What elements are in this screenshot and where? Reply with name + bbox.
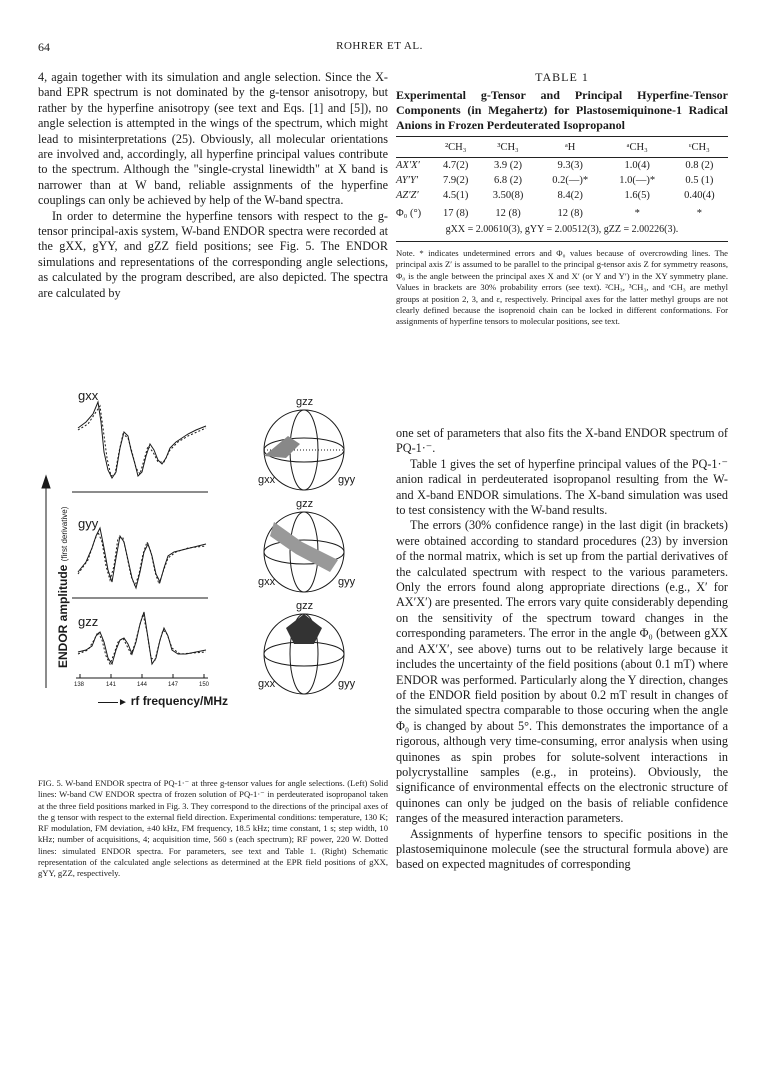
- table-header-cell: ³CH₃: [479, 139, 536, 158]
- left-column: [38, 70, 388, 301]
- right-paragraph-2: Table 1 gives the set of hyperfine principal values of the PQ-1·⁻ anion radical in perdeuterated isopropanol resulting from the W- and X-band ENDOR simulations. The X-band simulation was used to test consistency with the W-band results.: [396, 456, 728, 518]
- table-cell: 3.50(8): [492, 190, 524, 201]
- table-label: TABLE 1: [535, 70, 589, 84]
- table-header-cell: ᵃH: [537, 139, 604, 158]
- running-head: ROHRER ET AL.: [336, 40, 423, 52]
- table-cell: *: [696, 208, 702, 219]
- table-cell: 17 (8): [443, 208, 469, 219]
- table-header-cell: ²CH₃: [432, 139, 479, 158]
- table-cell: 12 (8): [495, 208, 521, 219]
- x-tick-label: 144: [137, 682, 148, 688]
- table-cell: 0.5 (1): [685, 175, 714, 186]
- table-top-rule: [396, 136, 728, 137]
- x-tick-label: 150: [199, 682, 210, 688]
- sphere1-right-label: gyy: [338, 474, 356, 486]
- sphere3-top-label: gzz: [296, 600, 314, 612]
- x-axis-label-text: rf frequency/MHz: [130, 694, 229, 708]
- table-cell: 12 (8): [557, 208, 583, 219]
- table-title: Experimental g-Tensor and Principal Hyperfine-Tensor Components (in Megahertz) for Plastosemiquinone-1 Radical Anions in Frozen Perdeuterated Isopropanol: [396, 88, 728, 132]
- table-cell: 1.6(5): [624, 190, 650, 201]
- sphere-gzz: [264, 614, 344, 694]
- table-row: [396, 158, 728, 174]
- table-cell: 6.8 (2): [494, 175, 523, 186]
- table-header-cell: ᵃCH₃: [604, 139, 671, 158]
- table-cell: 8.4(2): [557, 190, 583, 201]
- table-cell: 7.9(2): [443, 175, 469, 186]
- table-cell: 1.0(4): [624, 160, 650, 171]
- sphere3-right-label: gyy: [338, 678, 356, 690]
- x-tick-label: 141: [106, 682, 117, 688]
- sphere1-left-label: gxx: [258, 474, 276, 486]
- hyperfine-table: [396, 139, 728, 221]
- row-label: AX′X′: [396, 160, 420, 171]
- table-cell: 4.5(1): [443, 190, 469, 201]
- right-paragraph-4: Assignments of hyperfine tensors to specific positions in the plastosemiquinone molecule (see the structural formula above) are based on expected magnitudes of corresponding: [396, 826, 728, 872]
- table-cell: 0.40(4): [684, 190, 715, 201]
- table-note: Note. * indicates undetermined errors and Φ₀ values because of overcrowding lines. The principal axis Z′ is assumed to be parallel to the principal g-tensor axis Z for symmetry reasons, Φ₀ is the angle between the principal axes X and X′ (or Y and Y′) in the XY symmetry plane. Values in brackets are 30% probability errors (see text). ²CH₃, ³CH₃, and ᵋCH₃ are methyl groups at position 2, 3, and ε, respectively. Principal axes for the latter methyl groups are not clearly defined because the isoprenoid chain can be locked in different conformations. For assignments of hyperfine tensors to molecular positions, see text.: [396, 248, 728, 327]
- sphere3-left-label: gxx: [258, 678, 276, 690]
- table-cell: 1.0(—)*: [619, 175, 656, 186]
- table-bottom-rule: [396, 241, 728, 242]
- right-column: [396, 426, 728, 873]
- figure-caption: FIG. 5. W-band ENDOR spectra of PQ-1·⁻ at three g-tensor values for angle selections. (Left) Solid lines: W-band CW ENDOR spectra of frozen solution of PQ-1·⁻ in perdeuterated isopropanol taken at the three field positions marked in Fig. 3. They correspond to the directions of the principal axes of the g tensor with respect to the external field direction. Experimental conditions: temperature, 130 K; RF modulation, FM deviation, ±40 kHz, FM frequency, 18.5 kHz; time constant, 1 s; step width, 10 kHz; number of acquisitions, 4; acquisition time, 560 s (each spectrum); RF power, 220 W. Dotted lines: simulated ENDOR spectra. For parameters, see text and Table 1. (Right) Schematic representation of the calculated angle selections as determined at the EPR field positions of gXX, gYY, gZZ, respectively.: [38, 778, 388, 879]
- sphere2-top-label: gzz: [296, 498, 314, 510]
- panel-label-gxx: gxx: [78, 388, 99, 403]
- y-axis-label-text: ENDOR amplitude: [56, 564, 70, 668]
- figure-5: [38, 388, 388, 712]
- table-row: [396, 188, 728, 203]
- spectrum-gxx-simulated: [78, 406, 206, 476]
- sphere2-right-label: gyy: [338, 576, 356, 588]
- spectrum-gyy-simulated: [78, 532, 206, 586]
- panel-label-gyy: gyy: [78, 516, 99, 531]
- figure-graphic: [38, 392, 388, 712]
- left-paragraph-2: In order to determine the hyperfine tensors with respect to the g-tensor principal-axis system, W-band ENDOR spectra were recorded at the gXX, gYY, and gZZ field positions; see Fig. 5. The ENDOR simulations and representations of the corresponding angle selections, as calculated by the program described, are also depicted. The spectra are calculated by: [38, 208, 388, 300]
- row-label: AZ′Z′: [396, 190, 419, 201]
- table-cell: 3.9 (2): [494, 160, 523, 171]
- table-row: [396, 203, 728, 221]
- table-cell: *: [634, 208, 640, 219]
- table-cell: 9.3(3): [557, 160, 583, 171]
- row-label: Φ₀ (°): [396, 208, 422, 219]
- page-number: 64: [38, 40, 50, 54]
- table-cell: 4.7(2): [443, 160, 469, 171]
- row-label: AY′Y′: [396, 175, 419, 186]
- table-header-cell: ᵋCH₃: [671, 139, 728, 158]
- x-tick-label: 138: [74, 682, 85, 688]
- table-header-row: [396, 139, 728, 158]
- x-tick-label: 147: [168, 682, 179, 688]
- sphere2-left-label: gxx: [258, 576, 276, 588]
- table-cell: 0.8 (2): [685, 160, 714, 171]
- spectrum-gyy-experimental: [78, 528, 206, 588]
- sphere-gxx: [264, 410, 344, 490]
- table-cell: 0.2(—)*: [552, 175, 589, 186]
- panel-label-gzz: gzz: [78, 614, 99, 629]
- table-row: [396, 173, 728, 188]
- angle-selection-region: [264, 436, 300, 458]
- right-paragraph-3: The errors (30% confidence range) in the last digit (in brackets) were obtained according to standard procedures (23) by inversion of the normal matrix, which is set up from the partial derivatives of the calculated spectrum with respect to the various parameters. Only the errors found along appropriate directions (e.g., X′ for AX′X′) are presented. The errors vary quite considerably depending on the sensitivity of the spectrum toward changes in the corresponding parameters. The error in the angle Φ₀ (between gXX and AX′X′, see above) turns out to be relatively large because it includes the uncertainty of the field positions (about 0.1 mT) where ENDOR was performed. Particularly along the Y direction, changes of the ENDOR field position by about 0.2 mT result in changes of the simulated spectra comparable to those occuring when the angle Φ₀ is changed by about 5°. This demonstrates the importance of a rigorous, although very time-consuming, error analysis when using quinones as spin probes for solute-solvent interactions in polycrystalline samples (e.g., in proteins). Obviously, the significance of environmental effects on the electronic structure of quinones can only be judged on the basis of reliable confidence ranges of the measured interaction parameters.: [396, 518, 728, 826]
- table-header-cell: [396, 139, 432, 158]
- y-axis-label-sub: (first derivative): [60, 506, 69, 562]
- sphere1-top-label: gzz: [296, 396, 314, 408]
- y-axis-arrowhead: [42, 476, 50, 488]
- table-1: [396, 70, 728, 328]
- left-paragraph-1: 4, again together with its simulation and angle selection. Since the X-band EPR spectrum is not dominated by the g-tensor anisotropy, but rather by the hyperfine anisotropy (see text and Eqs. [1] and [5]), no angle selection is attempted in the wings of the spectrum, which might lead to misinterpretations (25). Obviously, all molecular orientations are involved and, accordingly, all hyperfine principal values contribute to the spectrum. Although the "single-crystal linewidth" at X band is narrower than at W band, reliable assignments of the hyperfine couplings can only be achieved by help of the W-band spectra.: [38, 70, 388, 208]
- sphere-gyy: [264, 512, 344, 592]
- y-axis-label: [56, 507, 70, 668]
- right-paragraph-1: one set of parameters that also fits the X-band ENDOR spectrum of PQ-1·⁻.: [396, 426, 728, 456]
- g-values-line: gXX = 2.00610(3), gYY = 2.00512(3), gZZ = 2.00226(3).: [445, 224, 679, 235]
- x-axis-label: ——► rf frequency/MHz: [98, 694, 229, 708]
